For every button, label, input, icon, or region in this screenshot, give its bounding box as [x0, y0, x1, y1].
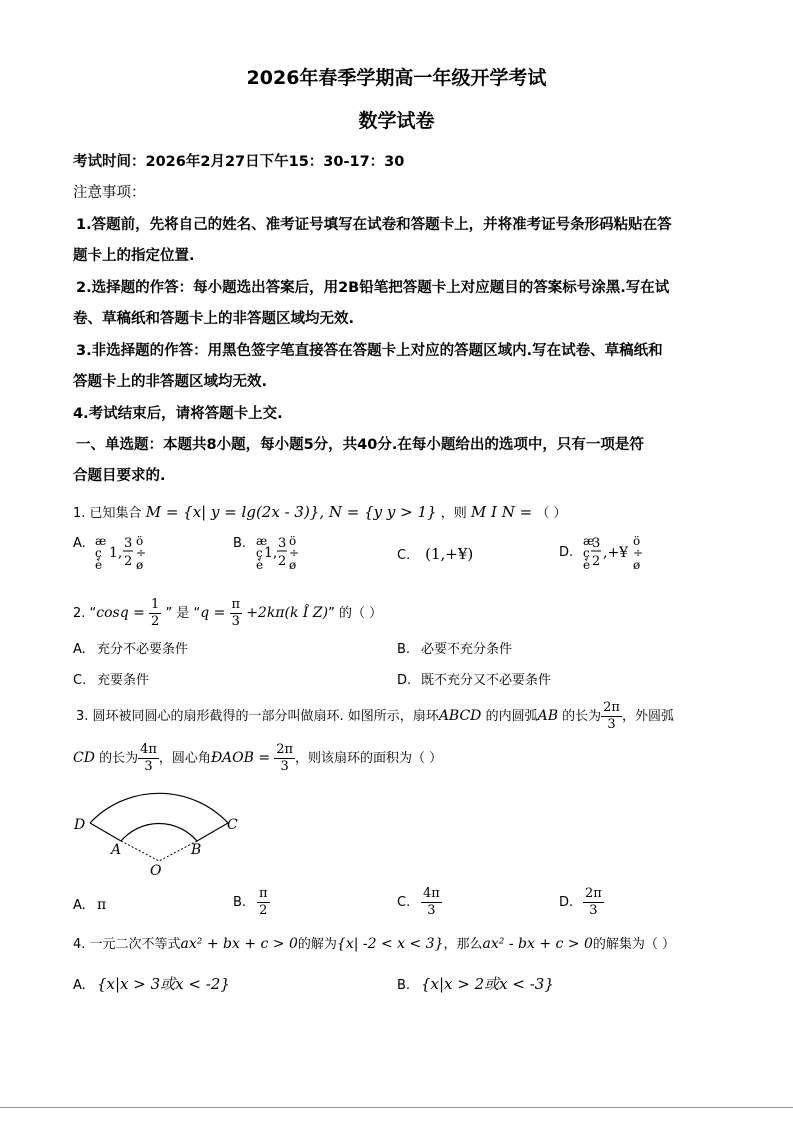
- label-c: C: [227, 817, 238, 833]
- q1-option-d[interactable]: [559, 545, 583, 560]
- svg-text:æ: æ: [95, 534, 107, 548]
- q3-option-a-value: π: [97, 897, 107, 913]
- svg-text:2: 2: [124, 554, 133, 569]
- q3-option-b-den: 2: [259, 903, 268, 918]
- svg-text:ø: ø: [289, 558, 297, 571]
- notes-heading: 注意事项：: [73, 185, 146, 201]
- q1-option-b[interactable]: [233, 536, 257, 551]
- q2-option-d[interactable]: [397, 669, 551, 688]
- q4-option-a-text: {x|x > 3或x < -2}: [97, 975, 230, 993]
- q3-text-b: 的内圆弧: [485, 709, 538, 724]
- segment-cb: [197, 823, 228, 841]
- q2-tail-expr: +2kπ(k Î Z): [246, 605, 329, 621]
- q3-option-c[interactable]: [397, 886, 442, 919]
- q3-f3-den: 3: [280, 759, 289, 774]
- svg-text:ö: ö: [136, 534, 144, 548]
- q2-end: ” 的（ ）: [328, 606, 383, 621]
- page-bottom-divider: [0, 1107, 793, 1108]
- svg-text:2: 2: [592, 554, 601, 569]
- q3-text-e: 的长为: [99, 751, 139, 766]
- q1-ask: M I N =: [470, 503, 533, 521]
- segment-da: [90, 823, 121, 841]
- q3-option-d-num: 2π: [585, 886, 602, 901]
- svg-text:ç: ç: [95, 546, 102, 560]
- q1-option-b-expr: [256, 533, 316, 575]
- q4-prefix: 4. 一元二次不等式: [73, 937, 181, 952]
- q3-ab: AB: [537, 708, 558, 724]
- q1-option-d-expr: [583, 533, 647, 575]
- q3-text-g: ，则该扇环的面积为（ ）: [295, 751, 443, 766]
- q3-outer-arc-fraction: [138, 742, 159, 775]
- q3-option-c-num: 4π: [423, 886, 440, 901]
- q3-f1-num: 2π: [603, 700, 620, 715]
- q4-inequality: ax² + bx + c > 0: [180, 936, 298, 952]
- q1-stem: [73, 502, 566, 521]
- q3-cd: CD: [73, 750, 95, 766]
- sector-ring-figure: [70, 775, 250, 880]
- q2-option-b-letter: B.: [397, 642, 411, 657]
- note-1-line2: 题卡上的指定位置.: [73, 248, 195, 264]
- segment-ao-dashed: [121, 841, 159, 861]
- q3-text-f: ，圆心角: [158, 751, 211, 766]
- q3-option-d-letter: D.: [559, 895, 574, 910]
- svg-text:ç: ç: [256, 546, 263, 560]
- q1-option-a-letter: A.: [73, 536, 86, 551]
- q4-option-b[interactable]: [397, 973, 554, 994]
- q3-f3-num: 2π: [276, 742, 294, 757]
- q3-stem-line1: [76, 700, 674, 733]
- q1-tail: ，则: [440, 506, 467, 521]
- svg-text:3: 3: [278, 536, 287, 551]
- section1-line2: 合题目要求的.: [73, 468, 166, 484]
- q3-abcd: ABCD: [438, 708, 482, 724]
- q3-f1-den: 3: [607, 717, 616, 732]
- q4-solution: {x| -2 < x < 3}: [336, 936, 444, 952]
- q2-pi-num: π: [231, 597, 241, 612]
- q2-pi-fraction: [230, 597, 243, 630]
- svg-text:÷: ÷: [136, 546, 147, 560]
- svg-text:2: 2: [278, 554, 287, 569]
- q3-f2-num: 4π: [140, 742, 157, 757]
- q1-option-a[interactable]: [73, 536, 97, 551]
- q3-text-d: ，外圆弧: [621, 709, 674, 724]
- q2-half-num: 1: [151, 597, 160, 612]
- svg-text:æ: æ: [583, 534, 595, 548]
- q2-half-den: 2: [151, 614, 160, 629]
- q4-option-b-letter: B.: [397, 978, 411, 993]
- svg-text:3: 3: [592, 536, 601, 551]
- svg-text:ö: ö: [633, 534, 641, 548]
- q3-text-c: 的长为: [562, 709, 602, 724]
- note-3-line1: 3.非选择题的作答：用黑色签字笔直接答在答题卡上对应的答题区域内.写在试卷、草稿纸和: [76, 343, 663, 359]
- svg-text:3: 3: [124, 536, 133, 551]
- note-2-line2: 卷、草稿纸和答题卡上的非答题区域均无效.: [73, 311, 355, 327]
- label-a: A: [111, 842, 122, 858]
- exam-time: 考试时间：2026年2月27日下午15：30-17：30: [73, 154, 405, 170]
- q2-open: 2. “: [73, 606, 97, 621]
- note-3-line2: 答题卡上的非答题区域均无效.: [73, 374, 268, 390]
- inner-arc-ab: [121, 823, 197, 841]
- q3-stem-line2: [73, 742, 442, 775]
- q3-option-d-fraction: [583, 886, 604, 919]
- q3-option-b-num: π: [259, 886, 268, 901]
- q3-option-d-den: 3: [589, 903, 598, 918]
- exam-title: 2026年春季学期高一年级开学考试: [246, 67, 547, 89]
- label-b: B: [191, 842, 202, 858]
- q2-cos-expr: cosq =: [96, 605, 145, 621]
- q4-option-b-text: {x|x > 2或x < -3}: [421, 975, 554, 993]
- q2-option-c[interactable]: [73, 669, 149, 688]
- exam-subtitle: 数学试卷: [358, 110, 435, 132]
- q4-inequality2: ax² - bx + c > 0: [482, 936, 593, 952]
- q4-mid2: ，那么: [443, 937, 483, 952]
- q1-set-expr: M = {x| y = lg(2x - 3)}, N = {y y > 1}: [145, 503, 437, 521]
- q1-option-d-letter: D.: [559, 545, 574, 560]
- svg-text:1,: 1,: [264, 545, 278, 561]
- q3-option-a-letter: A.: [73, 898, 86, 913]
- q3-text-a: 3. 圆环被同圆心的扇形截得的一部分叫做扇环. 如图所示，扇环: [76, 709, 439, 724]
- svg-text:,+¥: ,+¥: [603, 545, 629, 561]
- note-2-line1: 2.选择题的作答：每小题选出答案后，用2B铅笔把答题卡上对应题目的答案标号涂黑.写在试: [76, 280, 670, 296]
- q3-option-c-fraction: [421, 886, 442, 919]
- q1-option-c[interactable]: [397, 545, 473, 563]
- note-1-line1: 1.答题前，先将自己的姓名、准考证号填写在试卷和答题卡上，并将准考证号条形码粘贴在答: [76, 217, 672, 233]
- q1-prefix: 1. 已知集合: [73, 506, 142, 521]
- q2-option-a-letter: A.: [73, 642, 86, 657]
- q4-stem: [73, 933, 675, 952]
- q2-pi-den: 3: [231, 614, 240, 629]
- q3-option-b-fraction: [257, 886, 270, 919]
- label-o: O: [150, 863, 162, 879]
- q2-option-c-letter: C.: [73, 673, 87, 688]
- q3-option-a[interactable]: [73, 897, 106, 913]
- q3-option-b-letter: B.: [233, 895, 247, 910]
- q2-option-a[interactable]: [73, 638, 188, 657]
- q3-f2-den: 3: [144, 759, 153, 774]
- svg-text:ö: ö: [289, 534, 297, 548]
- q1-option-d-glyph: [583, 533, 647, 571]
- q2-option-b[interactable]: [397, 638, 512, 657]
- q2-option-c-text: 充要条件: [97, 673, 150, 688]
- q3-option-b[interactable]: [233, 886, 270, 919]
- q4-mid: 的解为: [297, 937, 337, 952]
- q1-option-c-letter: C.: [397, 548, 411, 563]
- q1-option-c-text: (1,+¥): [425, 545, 474, 563]
- q3-inner-arc-fraction: [601, 700, 622, 733]
- q1-option-a-expr: [95, 533, 155, 575]
- q2-theta-expr: q =: [200, 605, 226, 621]
- section1-line1: 一、单选题：本题共8小题，每小题5分，共40分.在每小题给出的选项中，只有一项是符: [76, 437, 644, 453]
- q4-option-a[interactable]: [73, 973, 230, 994]
- q2-mid: ” 是 “: [165, 606, 201, 621]
- svg-text:ø: ø: [136, 558, 144, 571]
- q3-option-c-den: 3: [427, 903, 436, 918]
- svg-text:è: è: [256, 558, 264, 571]
- svg-text:è: è: [95, 558, 103, 571]
- q2-stem: [73, 597, 382, 630]
- q2-option-a-text: 充分不必要条件: [97, 642, 189, 657]
- svg-text:æ: æ: [256, 534, 268, 548]
- svg-text:è: è: [583, 558, 591, 571]
- svg-text:÷: ÷: [633, 546, 644, 560]
- q1-paren: （ ）: [536, 506, 567, 521]
- q1-option-b-glyph: [256, 533, 316, 571]
- q2-option-d-letter: D.: [397, 673, 412, 688]
- label-d: D: [74, 817, 86, 833]
- q4-option-a-letter: A.: [73, 978, 86, 993]
- q3-angle-fraction: [274, 742, 295, 775]
- q3-angle: ÐAOB =: [210, 750, 271, 766]
- q2-half-fraction: [149, 597, 161, 630]
- svg-text:ç: ç: [583, 546, 590, 560]
- q2-option-b-text: 必要不充分条件: [421, 642, 513, 657]
- q2-option-d-text: 既不充分又不必要条件: [421, 673, 552, 688]
- outer-arc-cd: [90, 793, 228, 823]
- q3-option-d[interactable]: [559, 886, 604, 919]
- svg-text:÷: ÷: [289, 546, 300, 560]
- svg-text:1,: 1,: [109, 545, 123, 561]
- svg-text:ø: ø: [633, 558, 641, 571]
- note-4-line1: 4.考试结束后，请将答题卡上交.: [73, 406, 283, 422]
- q1-option-a-glyph: [95, 533, 155, 571]
- q3-option-c-letter: C.: [397, 895, 411, 910]
- q4-end: 的解集为（ ）: [592, 937, 676, 952]
- q1-option-b-letter: B.: [233, 536, 247, 551]
